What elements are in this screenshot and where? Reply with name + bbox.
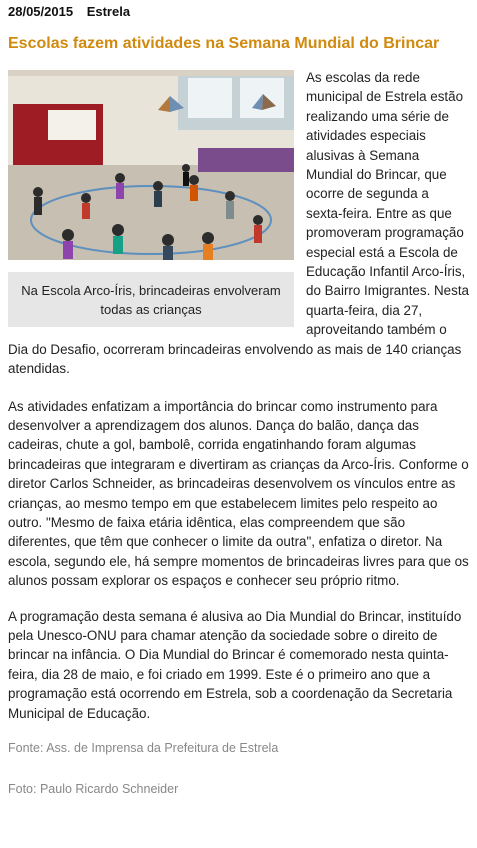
paragraph: As escolas da rede municipal de Estrela estão realizando uma série de atividades especiais alusivas à Semana Mundial do Brincar, que ocorre de segunda a sexta-feira. Entre as que promoveram programação especial está a Escola de Educação Infantil Arco-Íris, do Bairro Imigrantes. Nesta quarta-feira, dia 27, aproveitando também o Dia do Desafio, ocorreram brincadeiras envolvendo as mais de 140 crianças atendidas. [8,70,469,377]
article-body [8,68,469,800]
paragraph: A programação desta semana é alusiva ao Dia Mundial do Brincar, instituído pela Unesco-ONU para chamar atenção da sociedade sobre o direito de brincar na infância. O Dia Mundial do Brincar é comemorado nesta quinta-feira, dia 28 de maio, e foi criado em 1999. Este é o primeiro ano que a programação está ocorrendo em Estrela, sob a coordenação da Secretaria Municipal de Educação. [8,608,462,721]
article-date: 28/05/2015 [8,4,74,19]
classroom-photo [8,70,294,260]
photo-caption: Na Escola Arco-Íris, brincadeiras envolveram todas as crianças [8,272,294,327]
article-headline: Escolas fazem atividades na Semana Mundial do Brincar [8,35,440,52]
paragraph: As atividades enfatizam a importância do brincar como instrumento para desenvolver a aprendizagem dos alunos. Dança do balão, dança das cadeiras, chute a gol, bambolê, corrida engatinhando foram algumas brincadeiras que integraram e divertiram as crianças da Arco-Íris. Conforme o diretor Carlos Schneider, as brincadeiras desenvolvem os vínculos entre as crianças, ao mesmo tempo em que estabelecem limites pelo respeito ao outro. "Mesmo de faixa etária idêntica, elas compreendem que são diferentes, que têm que conhecer o limite da outra", enfatiza o diretor. Na escola, segundo ele, há sempre momentos de brincadeiras livres para que os alunos possam explorar os espaços e conhecer seu próprio ritmo. [8,398,469,589]
article-city: Estrela [86,4,131,19]
article-figure [8,70,294,327]
source-credit: Fonte: Ass. de Imprensa da Prefeitura de Estrela [8,741,279,755]
article-meta [8,4,469,20]
photo-credit: Foto: Paulo Ricardo Schneider [8,782,179,797]
